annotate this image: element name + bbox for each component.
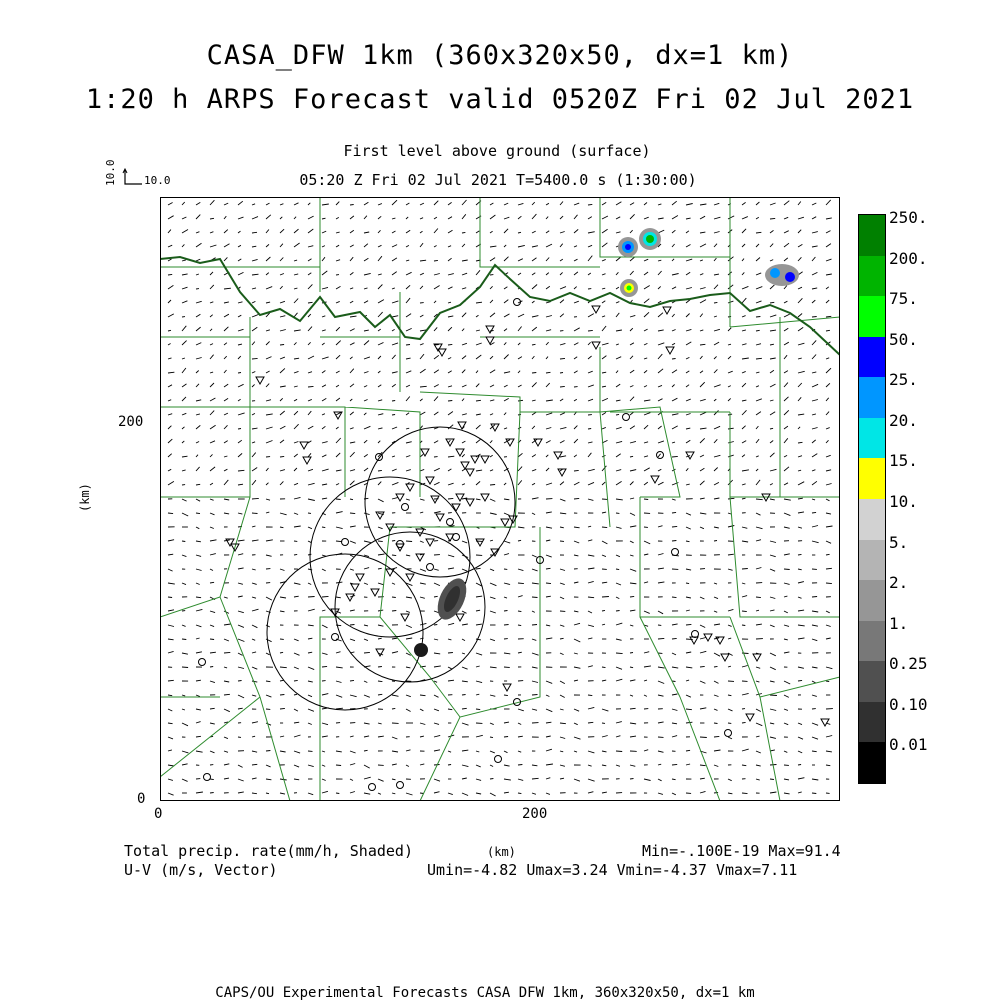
vector-field-description: U-V (m/s, Vector)	[124, 861, 278, 879]
colorbar-swatch	[859, 296, 885, 337]
colorbar-swatch	[859, 621, 885, 662]
colorbar-label: 20.	[889, 411, 918, 430]
northern-precip-cell-4	[765, 264, 799, 286]
colorbar-swatch	[859, 702, 885, 743]
y-tick-200: 200	[118, 414, 143, 430]
map-canvas	[160, 197, 840, 801]
x-axis-label: (km)	[487, 845, 516, 859]
colorbar-label: 250.	[889, 208, 928, 227]
map-panel	[160, 197, 840, 801]
y-tick-0: 0	[137, 791, 145, 807]
colorbar-swatch	[859, 256, 885, 297]
level-subtitle: First level above ground (surface)	[0, 142, 994, 160]
northern-precip-cell-1	[618, 237, 638, 257]
colorbar-label: 200.	[889, 249, 928, 268]
northern-precip-cell-2	[639, 228, 661, 250]
colorbar-label: 50.	[889, 330, 918, 349]
colorbar-swatch	[859, 742, 885, 783]
colorbar-label: 0.01	[889, 735, 928, 754]
map-frame	[161, 198, 840, 801]
reference-vector-u-label: 10.0	[144, 174, 171, 187]
state-border	[160, 257, 840, 355]
time-subtitle: 05:20 Z Fri 02 Jul 2021 T=5400.0 s (1:30:00)	[0, 171, 996, 189]
colorbar-label: 1.	[889, 614, 908, 633]
precip-colorbar	[858, 214, 886, 784]
colorbar-label: 2.	[889, 573, 908, 592]
y-axis-label: (km)	[78, 483, 92, 512]
plot-title-line1: CASA_DFW 1km (360x320x50, dx=1 km)	[0, 40, 1000, 71]
colorbar-label: 75.	[889, 289, 918, 308]
colorbar-label: 0.10	[889, 695, 928, 714]
colorbar-label: 0.25	[889, 654, 928, 673]
shaded-field-description: Total precip. rate(mm/h, Shaded)	[124, 842, 413, 860]
colorbar-label: 5.	[889, 533, 908, 552]
colorbar-swatch	[859, 540, 885, 581]
northern-precip-cell-3	[620, 279, 638, 297]
colorbar-label: 15.	[889, 451, 918, 470]
county-boundaries	[160, 197, 840, 801]
colorbar-swatch	[859, 661, 885, 702]
colorbar-swatch	[859, 418, 885, 459]
colorbar-swatch	[859, 499, 885, 540]
colorbar-label: 25.	[889, 370, 918, 389]
x-tick-0: 0	[154, 806, 162, 822]
precipitation-cells	[414, 228, 799, 657]
plot-title-line2: 1:20 h ARPS Forecast valid 0520Z Fri 02 Jul 2021	[0, 84, 1000, 115]
colorbar-swatch	[859, 458, 885, 499]
colorbar-swatch	[859, 580, 885, 621]
x-tick-200: 200	[522, 806, 547, 822]
colorbar-swatch	[859, 337, 885, 378]
wind-min-max: Umin=-4.82 Umax=3.24 Vmin=-4.37 Vmax=7.11	[427, 861, 797, 879]
colorbar-label: 10.	[889, 492, 918, 511]
precip-min-max: Min=-.100E-19 Max=91.4	[642, 842, 841, 860]
reference-vector-v-label: 10.0	[104, 160, 117, 187]
credit-footer: CAPS/OU Experimental Forecasts CASA DFW 1km, 360x320x50, dx=1 km	[0, 985, 970, 1001]
colorbar-swatch	[859, 377, 885, 418]
colorbar-swatch	[859, 215, 885, 256]
